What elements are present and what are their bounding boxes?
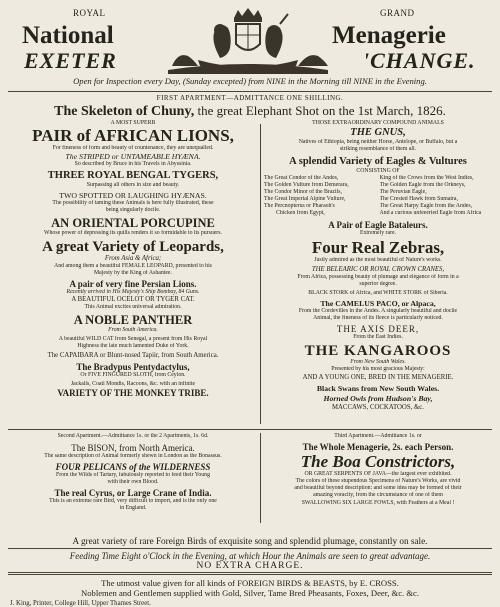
bengal-tygers: THREE ROYAL BENGAL TYGERS, [47, 170, 219, 181]
pelicans-note-1: From the Wilds of Tartary, fabulously reported to feed their Young [56, 472, 210, 478]
bradypus-note: Or FIVE FINGURED SLOTH, from Ceylon. [80, 372, 186, 378]
third-apartment-title: Third Apartment.—Admittance 1s. or [334, 433, 422, 439]
female-leopard-2: Majesty by the King of Ashantee. [94, 270, 172, 276]
gnus: THE GNUS, [350, 127, 406, 138]
wild-cat-1: A beautiful WILD CAT from Senegal, a present from His Royal [58, 336, 208, 342]
eagle-item: The Percnopterus or Pharaoh's [264, 203, 335, 209]
feeding-time: Feeding Time Eight o'Clock in the Evening, at which Hour the Animals are seen to great advantage. [69, 551, 431, 561]
pelicans-note-2: with their own Blood. [107, 479, 159, 485]
axis-from: From the East Indies. [353, 334, 403, 340]
no-extra-charge: NO EXTRA CHARGE. [196, 561, 304, 571]
foreign-birds-line: A great variety of rare Foreign Birds of exquisite song and splendid plumage, constantly on sale. [72, 536, 428, 546]
leopards-from: From Asia & Africa; [104, 255, 162, 262]
striped-hyaena: The STRIPED or UNTAMEABLE HYÆNA. [65, 152, 201, 161]
printer-imprint: J. King, Printer, College Hill, Upper Thames Street. [10, 600, 151, 607]
bataleurs-note: Extremely rare. [359, 230, 397, 236]
camelus-note-1: From the Cordevilles in the Andes. A singularly beautiful and docile [298, 308, 458, 314]
double-divider [8, 572, 492, 575]
real-zebras: Four Real Zebras, [311, 239, 445, 257]
black-swans: Black Swans from New South Wales. [316, 384, 440, 393]
striped-hyaena-note: So described by Bruce in his Travels in Abyssinia. [74, 161, 192, 167]
maccaws: MACCAWS, COCKATOOS, &c. [331, 404, 425, 411]
serpents-note-2: and beautiful beyond description: and some idea may be formed of their [294, 485, 462, 491]
spotted-hyaenas-note-1: The possibility of taming these Animals is here fully illustrated, these [52, 200, 214, 206]
eagle-item: The Golden Eagle from the Orkneys, [379, 182, 466, 188]
eagle-item: Chicken from Egypt, [276, 210, 325, 216]
oriental-porcupine-note: Whose power of depressing its quills renders it so formidable to its pursuers. [44, 230, 222, 236]
female-leopard-1: And among them a beautiful FEMALE LEOPARD, presented to his [54, 263, 212, 269]
eagle-item: And a curious unfeeeried Eagle from Africa [379, 210, 482, 216]
storks: BLACK STORK of Africa, and WHITE STORK of Siberia. [308, 290, 448, 296]
bison: The BISON, from North America. [71, 443, 195, 453]
noblemen-line: Noblemen and Gentlemen supplied with Gold, Silver, Tame Bred Pheasants, Foxes, Deer, &c. &c. [81, 588, 419, 598]
cranes-note-1: From Africa, possessing beauty of plumage and elegance of form in a [297, 274, 459, 280]
eagle-list [264, 175, 492, 217]
third-apartment [264, 431, 492, 507]
kangaroos: THE KANGAROOS [304, 343, 452, 359]
wild-cat-2: Highness the late much lamented Duke of York. [77, 343, 189, 349]
capybara: The CAPAIBARA or Blunt-nosed Tapiir, from South America. [47, 352, 219, 359]
horned-owls: Horned Owls from Hudson's Bay, [323, 394, 433, 403]
african-lions-note: For fineness of form and beauty of countenance, they are unequalled. [52, 145, 214, 151]
spotted-hyaenas: TWO SPOTTED OR LAUGHING HYÆNAS. [59, 191, 207, 200]
eagle-item: King of the Crows from the West Indies, [379, 175, 474, 181]
bison-note: The same description of Animal formerly shewn in London as the Bonassus. [44, 453, 222, 459]
serpents-note-1: The colors of these stupendous Specimens of Nature's Works, are vivid [295, 478, 461, 484]
divider [8, 429, 492, 430]
boa-constrictors: The Boa Constrictors, [300, 453, 456, 471]
eagle-item: The Great Condor of the Andes, [264, 175, 339, 181]
panther-from: From South America. [108, 327, 158, 333]
great-serpents: OR GREAT SERPENTS OF JAVA—the largest ever exhibited. [304, 471, 452, 477]
national-title: National [22, 22, 114, 49]
axis-deer: THE AXIS DEER, [336, 324, 420, 334]
cyrus-note-2: in England. [119, 505, 147, 511]
real-cyrus: The real Cyrus, or Large Crane of India. [54, 488, 212, 498]
left-column [8, 120, 258, 398]
extraordinary-label: THOSE EXTRAORDINARY COMPOUND ANIMALS [312, 120, 444, 126]
eagle-item: The Peruvian Eagle, [379, 189, 427, 195]
utmost-value-line: The utmost value given for all kinds of FOREIGN BIRDS & BEASTS, by E. CROSS. [101, 578, 399, 588]
eagle-item: The Crested Hawk from Sumatra, [379, 196, 458, 202]
bengal-tygers-note: Surpassing all others in size and beauty. [86, 182, 180, 188]
menagerie-title: Menagerie [332, 22, 446, 49]
oriental-porcupine: AN ORIENTAL PORCUPINE [51, 216, 215, 230]
consisting-of: CONSISTING OF [356, 168, 400, 174]
spotted-hyaenas-note-2: being singularly docile. [105, 207, 161, 213]
most-superb-label: A MOST SUPERB [110, 120, 156, 126]
kangaroos-from: From New South Wales. [350, 359, 406, 365]
eagle-item: The Golden Vulture from Demerara, [264, 182, 349, 188]
skeleton-lead: The Skeleton of Chuny, [54, 104, 195, 119]
jackalls: Jackalls, Coati Mondis, Racoons, &c. with an infinite [70, 381, 196, 387]
right-column [264, 120, 492, 412]
cyrus-note-1: This is an extreme rare Bird, very difficult to import, and is the only one [49, 498, 217, 504]
skeleton-headline [8, 103, 492, 120]
eagle-item: The Great Harpy Eagle from the Andes, [379, 203, 473, 209]
camelus-note-2: Animal, the fineness of its fleece is particularly noticed. [313, 315, 443, 321]
eagle-item: The Condor Minor of the Brazils, [264, 189, 342, 195]
serpents-note-3: amazing voracity, from the circumstance of one of them [313, 492, 443, 498]
noble-panther: A NOBLE PANTHER [73, 313, 193, 327]
young-one-bred: AND A YOUNG ONE, BRED IN THE MENAGERIE. [302, 374, 454, 381]
divider [8, 91, 492, 92]
lower-section [8, 431, 492, 535]
swallowing-fowls: SWALLOWING SIX LARGE FOWLS, with Feathers at a Meal ! [301, 500, 455, 506]
exeter-title: EXETER [24, 48, 117, 73]
kangaroos-note: Presented by his most gracious Majesty: [331, 366, 425, 372]
main-columns [8, 120, 492, 428]
opening-hours: Open for Inspection every Day, (Sunday excepted) from NINE in the Morning till NINE in the Evening. [73, 76, 427, 86]
gnus-note-2: striking resemblance of them all. [339, 146, 417, 152]
monkey-tribe: VARIETY OF THE MONKEY TRIBE. [57, 388, 209, 398]
second-apartment [8, 431, 258, 512]
camelus-paco: The CAMELUS PACO, or Alpaca, [320, 299, 436, 308]
gnus-note-1: Natives of Ethiopia, being neither Horse, Antelope, or Buffalo, but a [298, 139, 458, 145]
column-divider [260, 433, 261, 523]
ocelot: A BEAUTIFUL OCELOT OR TYGER CAT. [71, 296, 195, 303]
first-apartment-title: FIRST APARTMENT—ADMITTANCE ONE SHILLING. [156, 94, 344, 102]
skeleton-rest: the great Elephant Shot on the 1st March, 1826. [194, 103, 446, 118]
african-lions: PAIR of AFRICAN LIONS, [32, 127, 234, 145]
crown-cranes: THE BELEARIC OR ROYAL CROWN CRANES, [311, 266, 445, 273]
zebras-note: Justly admired as the most beautiful of Nature's works. [314, 257, 442, 263]
grand-label: GRAND [380, 8, 415, 18]
divider [8, 548, 492, 549]
ocelot-note: This Animal excites universal admiration. [84, 304, 182, 310]
royal-label: ROYAL [73, 8, 106, 18]
second-apartment-title: Second Apartment.—Admittance 1s. or the 2 Apartments, 1s. 6d. [57, 433, 209, 439]
eagle-item: The Great Imperial Alpine Vulture, [264, 196, 346, 202]
eagle-bataleurs: A Pair of Eagle Bataleurs. [328, 220, 428, 230]
pelicans: FOUR PELICANS of the WILDERNESS [55, 462, 211, 472]
cranes-note-2: superior degree. [359, 281, 397, 287]
whole-menagerie: The Whole Menagerie, 2s. each Person. [302, 442, 454, 452]
header [8, 6, 492, 90]
eagles-vultures: A splendid Variety of Eagles & Vultures [289, 156, 467, 167]
royal-coat-of-arms-icon [158, 8, 338, 74]
leopards: A great Variety of Leopards, [42, 239, 224, 255]
persian-lions-note: Recently arrived in His Majesty's Ship Bombay, 84 Guns. [66, 289, 200, 295]
persian-lions: A pair of very fine Persian Lions. [69, 279, 197, 289]
change-title: 'CHANGE. [363, 48, 476, 73]
bradypus: The Bradypus Pentydactylus, [76, 362, 190, 372]
column-divider [260, 124, 261, 424]
